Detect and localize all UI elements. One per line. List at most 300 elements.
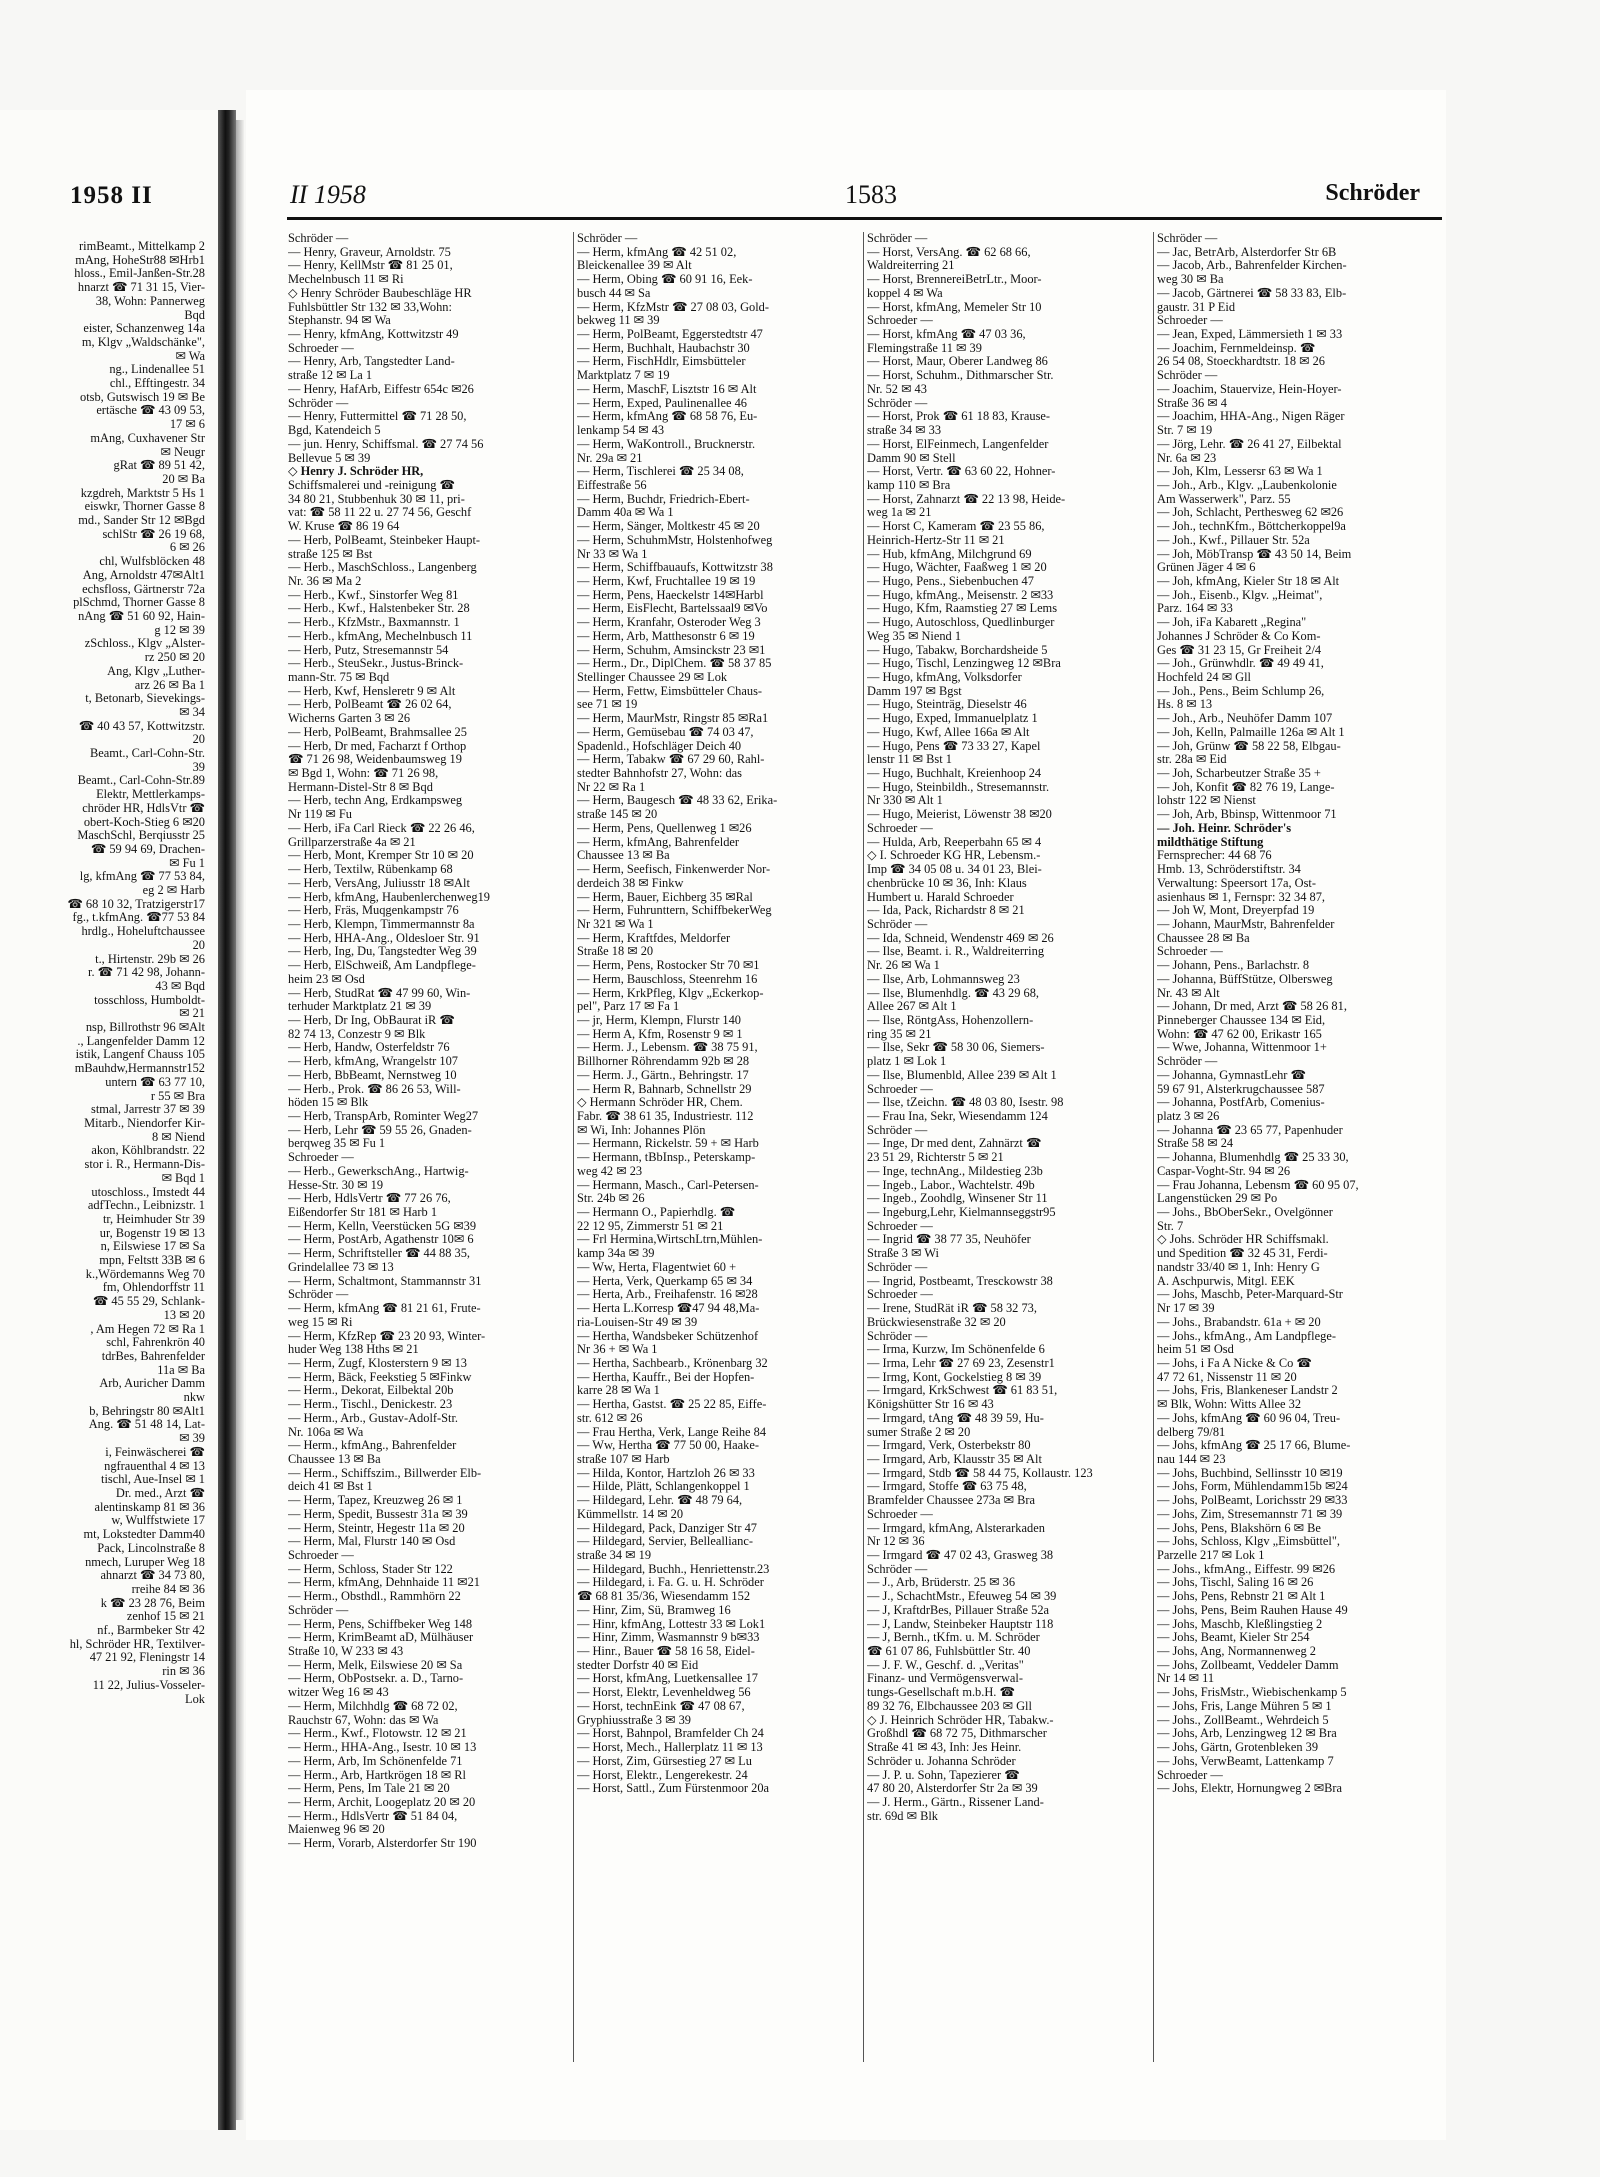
directory-entry-line: ✉ Bgd 1, Wohn: ☎ 71 26 98,	[288, 767, 439, 781]
directory-entry-line: — Herb., Prok. ☎ 86 26 53, Will-	[288, 1082, 461, 1096]
directory-entry-line: — Herm, Zugf, Klosterstern 9 ✉ 13	[288, 1356, 467, 1370]
directory-entry-line: Ang, Arnoldstr 47✉Alt1	[82, 568, 205, 582]
directory-entry-line: rimBeamt., Mittelkamp 2	[79, 240, 205, 253]
directory-entry-line: — Horst, kfmAng, Memeler Str 10	[867, 300, 1042, 314]
directory-entry-line: eister, Schanzenweg 14a	[83, 322, 205, 336]
directory-entry-line: Str. 24b ✉ 26	[577, 1192, 645, 1206]
directory-entry-line: — Johs., BbOberSekr., Ovelgönner	[1157, 1206, 1333, 1220]
directory-entry-line: — Irmg, Kont, Gockelstieg 8 ✉ 39	[867, 1370, 1042, 1384]
directory-entry-line: — Hilde, Plätt, Schlangenkoppel 1	[577, 1480, 750, 1494]
directory-entry-line: — Hildegard, Lehr. ☎ 48 79 64,	[577, 1494, 743, 1508]
directory-entry-line: Schröder —	[288, 232, 349, 245]
directory-entry-line: — Herm, Buchhalt, Haubachstr 30	[577, 341, 750, 355]
directory-entry-line: rreihe 84 ✉ 36	[131, 1582, 205, 1596]
directory-entry-line: — Herm., HHA-Ang., Isestr. 10 ✉ 13	[288, 1741, 477, 1755]
directory-entry-line: Schiffsmalerei und -reinigung ☎	[288, 478, 455, 492]
directory-entry-line: — Hermann, Masch., Carl-Petersen-	[577, 1178, 759, 1192]
directory-entry-line: — Joh, Klm, Lessersr 63 ✉ Wa 1	[1157, 465, 1323, 479]
directory-entry-line: weg 15 ✉ Ri	[288, 1315, 353, 1329]
directory-entry-line: — Herb., Kwf., Sinstorfer Weg 81	[288, 588, 459, 602]
left-page-column	[0, 240, 205, 1706]
directory-entry-line: — Herm, SchuhmMstr, Holstenhofweg	[577, 533, 773, 547]
directory-entry-line: — Herb, Putz, Stresemannstr 54	[288, 643, 449, 657]
directory-entry-line: str. 28a ✉ Eid	[1157, 753, 1227, 767]
directory-entry-line: — Johs., ZollBeamt., Wehrdeich 5	[1157, 1713, 1329, 1727]
directory-entry-line: ✉ 21	[179, 1007, 205, 1021]
directory-entry-line: untern ☎ 63 77 10,	[105, 1075, 205, 1089]
directory-entry-line: — Johs., Brabandstr. 61a + ✉ 20	[1157, 1315, 1321, 1329]
directory-entry-line: — Johs, i Fa A Nicke & Co ☎	[1157, 1356, 1312, 1370]
directory-entry-line: 47 21 92, Fleningstr 14	[89, 1651, 205, 1665]
directory-entry-line: Mitarb., Niendorfer Kir-	[84, 1117, 205, 1130]
directory-entry-line: zSchloss., Klgv „Alster-	[84, 637, 205, 651]
directory-entry-line: i, Feinwäscherei ☎	[105, 1445, 205, 1459]
directory-entry-line: — Joh., Arb., Neuhöfer Damm 107	[1157, 712, 1333, 726]
directory-entry-line: Hmb. 13, Schröderstiftstr. 34	[1157, 863, 1301, 877]
directory-entry-line: — Horst, BrennereiBetrLtr., Moor-	[867, 273, 1042, 287]
directory-entry-line: — jun. Henry, Schiffsmal. ☎ 27 74 56	[288, 437, 484, 451]
directory-entry-line: ◇ Johs. Schröder HR Schiffsmakl.	[1157, 1233, 1329, 1247]
directory-entry-line: — Joachim, Fernmeldeinsp. ☎	[1157, 341, 1316, 355]
directory-entry-line: — Joh., Pens., Beim Schlump 26,	[1157, 684, 1325, 698]
directory-entry-line: — Ingrid ☎ 38 77 35, Neuhöfer	[867, 1233, 1031, 1247]
directory-entry-line: istik, Langenf Chauss 105	[75, 1048, 205, 1062]
directory-entry-line: hrdlg., Hoheluftchaussee	[81, 925, 205, 939]
directory-entry-line: derdeich 38 ✉ Finkw	[577, 876, 684, 890]
directory-entry-line: m, Klgv „Waldschänke",	[81, 335, 205, 349]
directory-entry-line: MaschSchl, Berqiusstr 25	[77, 829, 205, 843]
directory-entry-line: — Ilse, RöntgAss, Hohenzollern-	[867, 1013, 1034, 1027]
directory-entry-line: Flemingstraße 11 ✉ 39	[867, 341, 982, 355]
directory-entry-line: W. Kruse ☎ 86 19 64	[288, 520, 400, 534]
directory-entry-line: Arb, Auricher Damm	[99, 1377, 205, 1391]
directory-entry-line: 43 ✉ Bqd	[155, 979, 205, 993]
directory-entry-line: — Hugo, kfmAng., Meisenstr. 2 ✉33	[867, 588, 1054, 602]
directory-entry-line: 82 74 13, Conzestr 9 ✉ Blk	[288, 1027, 426, 1041]
directory-entry-line: lenstr 11 ✉ Bst 1	[867, 753, 952, 767]
directory-entry-line: — Herb, Kwf, Hensleretr 9 ✉ Alt	[288, 684, 456, 698]
directory-entry-line: — Horst, Maur, Oberer Landweg 86	[867, 355, 1048, 369]
directory-entry-line: — Henry, Futtermittel ☎ 71 28 50,	[288, 410, 467, 424]
directory-entry-line: — Horst, Mech., Hallerplatz 11 ✉ 13	[577, 1741, 763, 1755]
directory-entry-line: ☎ 45 55 29, Schlank-	[92, 1295, 205, 1309]
directory-entry-line: w, Wulffstwiete 17	[111, 1514, 205, 1528]
directory-entry-line: — Irma, Lehr ☎ 27 69 23, Zesenstr1	[867, 1356, 1055, 1370]
directory-entry-line: — Herm A, Kfm, Rosenstr 9 ✉ 1	[577, 1027, 743, 1041]
directory-entry-line: — J, Bernh., tKfm. u. M. Schröder	[867, 1631, 1040, 1645]
directory-entry-line: — Horst, Vertr. ☎ 63 60 22, Hohner-	[867, 465, 1056, 479]
directory-entry-line: mBauhdw,Hermannstr152	[74, 1062, 205, 1076]
directory-entry-line: — Herb, Handw, Osterfeldstr 76	[288, 1041, 450, 1055]
directory-entry-line: Ges ☎ 31 23 15, Gr Freiheit 2/4	[1157, 643, 1322, 657]
directory-entry-line: Schroeder —	[867, 821, 933, 835]
directory-entry-line: Finanz- und Vermögensverwal-	[867, 1672, 1023, 1686]
directory-entry-line: — Horst, Elektr., Lengerekestr. 24	[577, 1768, 748, 1782]
directory-entry-line: Pack, Lincolnstraße 8	[97, 1541, 205, 1555]
directory-entry-line: Schroeder —	[288, 341, 354, 355]
directory-entry-line: stmal, Jarrestr 37 ✉ 39	[91, 1103, 205, 1117]
directory-entry-line: — Johanna, Blumenhdlg ☎ 25 33 30,	[1157, 1151, 1349, 1165]
directory-entry-line: — Hugo, Wächter, Faaßweg 1 ✉ 20	[867, 561, 1047, 575]
directory-entry-line: — Johs, Maschb, Peter-Marquard-Str	[1157, 1288, 1343, 1302]
directory-entry-line: Bramfelder Chaussee 273a ✉ Bra	[867, 1494, 1035, 1508]
directory-entry-line: — Jacob, Gärtnerei ☎ 58 33 83, Elb-	[1157, 286, 1347, 300]
directory-entry-line: — Hildegard, Buchh., Henriettenstr.23	[577, 1562, 770, 1576]
directory-entry-line: — Herm, KrimBeamt aD, Mülhäuser	[288, 1631, 474, 1645]
directory-entry-line: — Herm, Arb, Im Schönenfelde 71	[288, 1754, 463, 1768]
directory-entry-line: 11 22, Julius-Vosseler-	[92, 1678, 205, 1692]
directory-entry-line: A. Aschpurwis, Mitgl. EEK	[1157, 1274, 1295, 1288]
directory-entry-line: — Johs, Ang, Normannenweg 2	[1157, 1645, 1316, 1659]
directory-entry-line: hl, Schröder HR, Textilver-	[69, 1637, 205, 1651]
directory-entry-line: Schröder —	[288, 1603, 349, 1617]
directory-entry-line: Lok	[185, 1692, 205, 1706]
directory-entry-line: — Johs, Arb, Lenzingweg 12 ✉ Bra	[1157, 1727, 1337, 1741]
directory-entry-line: — Johs, Tischl, Saling 16 ✉ 26	[1157, 1576, 1314, 1590]
directory-entry-line: — Joh, Konfit ☎ 82 76 19, Lange-	[1157, 780, 1335, 794]
directory-entry-line: Nr 17 ✉ 39	[1157, 1302, 1215, 1316]
book-gutter-shadow	[236, 120, 244, 2120]
directory-entry-line: — Herta L.Korresp ☎47 94 48,Ma-	[577, 1302, 760, 1316]
directory-entry-line: ✉ Bqd 1	[161, 1171, 205, 1185]
directory-entry-line: straße 34 ✉ 33	[867, 424, 942, 438]
directory-entry-line: — Herm., HdlsVertr ☎ 51 84 04,	[288, 1809, 458, 1823]
directory-entry-line: Weg 35 ✉ Niend 1	[867, 629, 962, 643]
directory-entry-line: 6 ✉ 26	[169, 541, 205, 555]
directory-entry-line: — Herb, Dr Ing, ObBaurat iR ☎	[288, 1013, 455, 1027]
directory-entry-line: straße 12 ✉ La 1	[288, 369, 373, 383]
directory-entry-line: nau 144 ✉ 23	[1157, 1452, 1226, 1466]
directory-entry-line: — Hugo, Buchhalt, Kreienhoop 24	[867, 767, 1042, 781]
directory-entry-line: gRat ☎ 89 51 42,	[113, 459, 205, 473]
directory-entry-line: — Herm R, Bahnarb, Schnellstr 29	[577, 1082, 752, 1096]
directory-entry-line: Billhorner Röhrendamm 92b ✉ 28	[577, 1055, 750, 1069]
directory-entry-line: Kümmellstr. 14 ✉ 20	[577, 1507, 684, 1521]
directory-entry-line: — Herb, Dr med, Facharzt f Orthop	[288, 739, 467, 753]
directory-entry-line: — Herb, HdlsVertr ☎ 77 26 76,	[288, 1192, 451, 1206]
directory-entry-line: — Horst, Schuhm., Dithmarscher Str.	[867, 369, 1054, 383]
directory-entry-line: weg 30 ✉ Ba	[1157, 273, 1224, 287]
directory-entry-line: Elektr, Mettlerkamps-	[96, 788, 205, 802]
directory-entry-line: ria-Louisen-Str 49 ✉ 39	[577, 1315, 698, 1329]
directory-entry-line: nf., Barmbeker Str 42	[97, 1624, 205, 1638]
directory-entry-line: 22 12 95, Zimmerstr 51 ✉ 21	[577, 1219, 724, 1233]
directory-entry-line: — Joh. Heinr. Schröder's	[1157, 821, 1292, 835]
directory-entry-line: — Ww, Herta, Flagentwiet 60 +	[577, 1260, 737, 1274]
directory-entry-line: chl, Wulfsblöcken 48	[99, 555, 205, 569]
directory-entry-line: — Herm, Tischlerei ☎ 25 34 08,	[577, 465, 744, 479]
directory-entry-line: lg, kfmAng ☎ 77 53 84,	[79, 870, 205, 884]
directory-entry-line: — Herb, PolBeamt, Brahmsallee 25	[288, 725, 467, 739]
directory-entry-line: — Herb, HHA-Ang., Oldesloer Str. 91	[288, 931, 480, 945]
directory-entry-line: — Herm, MaurMstr, Ringstr 85 ✉Ra1	[577, 712, 769, 726]
directory-entry-line: Str. 7 ✉ 19	[1157, 424, 1213, 438]
directory-entry-line: Damm 90 ✉ Stell	[867, 451, 956, 465]
directory-entry-line: — Herm, Pens, Haeckelstr 14✉Harbl	[577, 588, 764, 602]
directory-entry-line: — Herm. J., Gärtn., Behringstr. 17	[577, 1068, 749, 1082]
directory-entry-line: ☎ 71 26 98, Weidenbaumsweg 19	[288, 753, 462, 767]
directory-entry-line: — Hinr, Zimm, Wasmannstr 9 b✉33	[577, 1631, 760, 1645]
directory-entry-line: — Johann, Dr med, Arzt ☎ 58 26 81,	[1157, 1000, 1347, 1014]
directory-entry-line: — Herm, Kelln, Veerstücken 5G ✉39	[288, 1219, 477, 1233]
directory-entry-line: — Ww, Hertha ☎ 77 50 00, Haake-	[577, 1439, 759, 1453]
directory-entry-line: — Joh, Scharbeutzer Straße 35 +	[1157, 767, 1321, 781]
directory-entry-line: Schroeder —	[1157, 1768, 1223, 1782]
directory-entry-line: — Hub, kfmAng, Milchgrund 69	[867, 547, 1032, 561]
directory-entry-line: — Hugo, Pens ☎ 73 33 27, Kapel	[867, 739, 1041, 753]
directory-entry-line: — Johs, FrisMstr., Wiebischenkamp 5	[1157, 1686, 1347, 1700]
directory-entry-line: — Johs, Schloss, Klgv „Eimsbüttel",	[1157, 1535, 1341, 1549]
directory-entry-line: — Joachim, Stauervize, Hein-Hoyer-	[1157, 382, 1342, 396]
directory-entry-line: — Herm, Sänger, Moltkestr 45 ✉ 20	[577, 520, 760, 534]
directory-entry-line: Chaussee 28 ✉ Ba	[1157, 931, 1250, 945]
directory-entry-line: — Johanna, GymnastLehr ☎	[1157, 1068, 1306, 1082]
directory-entry-line: Nr 22 ✉ Ra 1	[577, 780, 646, 794]
directory-entry-line: — Johs, Beamt, Kieler Str 254	[1157, 1631, 1310, 1645]
directory-entry-line: — Irmgard, Arb, Klausstr 35 ✉ Alt	[867, 1452, 1042, 1466]
directory-entry-line: — Herm, Schriftsteller ☎ 44 88 35,	[288, 1247, 470, 1261]
directory-entry-line: — Horst, ElFeinmech, Langenfelder	[867, 437, 1049, 451]
directory-entry-line: Beamt., Carl-Cohn-Str.89	[77, 774, 205, 788]
directory-entry-line: — Herm, FischHdlr, Eimsbütteler	[577, 355, 746, 369]
directory-entry-line: eg 2 ✉ Harb	[142, 884, 205, 898]
directory-entry-line: — Herm, Pens, Schiffbeker Weg 148	[288, 1617, 473, 1631]
directory-entry-line: — Joh, iFa Kabarett „Regina"	[1157, 616, 1307, 630]
directory-entry-line: — Henry, kfmAng, Kottwitzstr 49	[288, 328, 459, 342]
directory-entry-line: — Johs, Pens, Blakshörn 6 ✉ Be	[1157, 1521, 1321, 1535]
directory-entry-line: — Herm, Exped, Paulinenallee 46	[577, 396, 747, 410]
column-divider	[573, 232, 574, 2062]
directory-entry-line: — Herb, TranspArb, Rominter Weg27	[288, 1110, 479, 1123]
directory-entry-line: — Herm, Bauschloss, Steenrehm 16	[577, 972, 758, 986]
directory-entry-line: Nr. 43 ✉ Alt	[1157, 986, 1220, 1000]
directory-entry-line: mAng, HoheStr88 ✉Hrb1	[75, 253, 205, 267]
directory-entry-line: delberg 79/81	[1157, 1425, 1226, 1439]
directory-entry-line: — Herm., Kwf., Flotowstr. 12 ✉ 21	[288, 1727, 467, 1741]
directory-entry-line: tischl, Aue-Insel ✉ 1	[101, 1473, 205, 1487]
directory-entry-line: — Johanna, PostfArb, Comenius-	[1157, 1096, 1325, 1110]
directory-entry-line: Schröder —	[1157, 1055, 1218, 1069]
directory-entry-line: — Hugo, Kfm, Raamstieg 27 ✉ Lems	[867, 602, 1058, 616]
directory-entry-line: lohstr 122 ✉ Nienst	[1157, 794, 1256, 808]
directory-entry-line: — Herm, PostArb, Agathenstr 10✉ 6	[288, 1233, 474, 1247]
directory-entry-line: — Johs, Fris, Blankeneser Landstr 2	[1157, 1384, 1338, 1398]
directory-entry-line: nandstr 33/40 ✉ 1, Inh: Henry G	[1157, 1260, 1320, 1274]
directory-entry-line: Straße 18 ✉ 20	[577, 945, 654, 959]
directory-entry-line: — Herm, Melk, Eilswiese 20 ✉ Sa	[288, 1658, 463, 1672]
directory-entry-line: — Hinr, Zim, Sü, Bramweg 16	[577, 1603, 731, 1617]
directory-entry-line: — Herm, MaschF, Lisztstr 16 ✉ Alt	[577, 382, 757, 396]
directory-entry-line: — Horst C, Kameram ☎ 23 55 86,	[867, 520, 1045, 534]
directory-entry-line: ring 35 ✉ 21	[867, 1027, 932, 1041]
directory-entry-line: zenhof 15 ✉ 21	[126, 1610, 205, 1624]
directory-entry-line: — Hugo, kfmAng, Volksdorfer	[867, 671, 1022, 684]
directory-entry-line: Straße 36 ✉ 4	[1157, 396, 1227, 410]
directory-entry-line: 17 ✉ 6	[169, 418, 205, 432]
directory-entry-line: ◇ I. Schroeder KG HR, Lebensm.-	[867, 849, 1041, 863]
directory-entry-line: ☎ 59 94 69, Drachen-	[90, 842, 205, 856]
directory-entry-line: Nr 12 ✉ 36	[867, 1535, 925, 1549]
directory-entry-line: Chaussee 13 ✉ Ba	[288, 1452, 381, 1466]
directory-entry-line: Bgd, Katendeich 5	[288, 424, 381, 438]
directory-entry-line: — Herm, Tabakw ☎ 67 29 60, Rahl-	[577, 753, 765, 767]
directory-entry-line: b, Behringstr 80 ✉Alt1	[89, 1404, 205, 1418]
directory-entry-line: Nr. 106a ✉ Wa	[288, 1425, 364, 1439]
directory-entry-line: Spadenld., Hofschläger Deich 40	[577, 739, 742, 753]
directory-entry-line: — Joh., technKfm., Böttcherkoppel9a	[1157, 520, 1346, 534]
directory-entry-line: — Herb, Fräs, Muqgenkampstr 76	[288, 904, 459, 918]
directory-entry-line: — Ilse, tZeichn. ☎ 48 03 80, Isestr. 98	[867, 1096, 1064, 1110]
directory-entry-line: — Wwe, Johanna, Wittenmoor 1+	[1157, 1041, 1327, 1055]
directory-entry-line: — Herm, Arb, Matthesonstr 6 ✉ 19	[577, 629, 755, 643]
directory-entry-line: hnarzt ☎ 71 31 15, Vier-	[77, 281, 205, 295]
book-gutter	[218, 110, 236, 2130]
directory-entry-line: Hermann-Distel-Str 8 ✉ Bqd	[288, 780, 433, 794]
directory-entry-line: n, Eilswiese 17 ✉ Sa	[100, 1240, 205, 1254]
directory-entry-line: Eiffestraße 56	[577, 478, 647, 492]
directory-entry-line: — Hugo, Steinträg, Dieselstr 46	[867, 698, 1027, 712]
directory-entry-line: — Hugo, Kwf, Allee 166a ✉ Alt	[867, 725, 1030, 739]
directory-entry-line: ☎ 61 07 86, Fuhlsbüttler Str. 40	[867, 1645, 1031, 1659]
directory-entry-line: Schroeder —	[1157, 945, 1223, 959]
directory-entry-line: — Ingeb., Zoohdlg, Winsener Str 11	[867, 1192, 1048, 1206]
directory-entry-line: — J, Landw, Steinbeker Hauptstr 118	[867, 1617, 1054, 1631]
directory-entry-line: — Frl Hermina,WirtschLtrn,Mühlen-	[577, 1233, 763, 1247]
directory-entry-line: — Ilse, Blumenbld, Allee 239 ✉ Alt 1	[867, 1068, 1057, 1082]
directory-entry-line: straße 125 ✉ Bst	[288, 547, 373, 561]
directory-entry-line: terhuder Marktplatz 21 ✉ 39	[288, 1000, 432, 1014]
directory-entry-line: Chaussee 13 ✉ Ba	[577, 849, 670, 863]
directory-entry-line: t., Hirtenstr. 29b ✉ 26	[95, 952, 205, 966]
directory-entry-line: nAng ☎ 51 60 92, Hain-	[78, 609, 205, 623]
directory-entry-line: — Frau Ina, Sekr, Wiesendamm 124	[867, 1110, 1048, 1123]
directory-entry-line: Hs. 8 ✉ 13	[1157, 698, 1213, 712]
directory-entry-line: — Herm, Obing ☎ 60 91 16, Eek-	[577, 273, 753, 287]
directory-entry-line: — Hugo, Exped, Immanuelplatz 1	[867, 712, 1038, 726]
directory-entry-line: Fernsprecher: 44 68 76	[1157, 849, 1272, 863]
directory-entry-line: g 12 ✉ 39	[154, 623, 205, 637]
directory-entry-line: — Hertha, Sachbearb., Krönenbarg 32	[577, 1356, 768, 1370]
directory-entry-line: Pinneberger Chaussee 134 ✉ Eid,	[1157, 1013, 1326, 1027]
directory-entry-line: — Herm., Dekorat, Eilbektal 20b	[288, 1384, 454, 1398]
directory-entry-line: platz 1 ✉ Lok 1	[867, 1055, 947, 1069]
directory-column-3	[867, 232, 1135, 1823]
directory-entry-line: Straße 41 ✉ 43, Inh: Jes Heinr.	[867, 1741, 1022, 1755]
directory-entry-line: — Ilse, Arb, Lohmannsweg 23	[867, 972, 1020, 986]
directory-entry-line: — Horst, Prok ☎ 61 18 83, Krause-	[867, 410, 1051, 424]
directory-entry-line: ✉ 39	[179, 1432, 205, 1446]
directory-entry-line: Beamt., Carl-Cohn-Str.	[90, 747, 205, 761]
directory-entry-line: stedter Dorfstr 40 ✉ Eid	[577, 1658, 699, 1672]
directory-entry-line: — Hermann, tBbInsp., Peterskamp-	[577, 1151, 756, 1165]
directory-entry-line: Wohn: ☎ 47 62 00, Erikastr 165	[1157, 1027, 1322, 1041]
directory-entry-line: — Hugo, Autoschloss, Quedlinburger	[867, 616, 1055, 630]
directory-entry-line: ◇ Henry Schröder Baubeschläge HR	[288, 286, 472, 300]
directory-entry-line: Schroeder —	[867, 1288, 933, 1302]
directory-entry-line: — Johs, Gärtn, Grotenbleken 39	[1157, 1741, 1319, 1755]
directory-entry-line: tosschloss, Humboldt-	[94, 993, 205, 1007]
directory-entry-line: busch 44 ✉ Sa	[577, 286, 651, 300]
directory-entry-line: — Herm, PolBeamt, Eggerstedtstr 47	[577, 328, 763, 342]
directory-entry-line: — Herm, Steintr, Hegestr 11a ✉ 20	[288, 1521, 465, 1535]
directory-entry-line: — Herta, Verk, Querkamp 65 ✉ 34	[577, 1274, 753, 1288]
directory-entry-line: fg., t.kfmAng. ☎77 53 84	[72, 911, 205, 925]
directory-entry-line: — Joh., Grünwhdlr. ☎ 49 49 41,	[1157, 657, 1324, 671]
directory-entry-line: t, Betonarb, Sievekings-	[85, 692, 205, 706]
directory-entry-line: — Herb, iFa Carl Rieck ☎ 22 26 46,	[288, 821, 475, 835]
directory-entry-line: — Hinr, kfmAng, Lottestr 33 ✉ Lok1	[577, 1617, 766, 1631]
directory-entry-line: ., Langenfelder Damm 12	[77, 1034, 205, 1048]
directory-entry-line: Schröder —	[288, 1288, 349, 1302]
directory-entry-line: k.,Wördemanns Weg 70	[85, 1267, 205, 1281]
directory-entry-line: Verwaltung: Speersort 17a, Ost-	[1157, 876, 1316, 890]
directory-entry-line: ahnarzt ☎ 34 73 80,	[100, 1569, 205, 1583]
directory-entry-line: nmech, Luruper Weg 18	[85, 1555, 205, 1569]
directory-entry-line: Schroeder —	[867, 314, 933, 328]
directory-entry-line: — Hildegard, i. Fa. G. u. H. Schröder	[577, 1576, 764, 1590]
directory-entry-line: Schröder —	[867, 1123, 928, 1137]
directory-entry-line: — Herb., KfzMstr., Baxmannstr. 1	[288, 616, 460, 630]
directory-entry-line: — Herb, BbBeamt, Nernstweg 10	[288, 1068, 457, 1082]
directory-entry-line: — Ilse, Beamt. i. R., Waldreiterring	[867, 945, 1045, 959]
directory-entry-line: — Irene, StudRät iR ☎ 58 32 73,	[867, 1302, 1037, 1316]
directory-entry-line: — Horst, VersAng. ☎ 62 68 66,	[867, 245, 1031, 259]
directory-entry-line: — Herm, Schuhm, Amsinckstr 23 ✉1	[577, 643, 766, 657]
directory-entry-line: — Herta, Arb., Freihafenstr. 16 ✉28	[577, 1288, 758, 1302]
column-divider	[1153, 232, 1154, 2062]
directory-entry-line: — J., Arb, Brüderstr. 25 ✉ 36	[867, 1576, 1016, 1590]
directory-entry-line: Nr 330 ✉ Alt 1	[867, 794, 943, 808]
directory-entry-line: — Jörg, Lehr. ☎ 26 41 27, Eilbektal	[1157, 437, 1342, 451]
directory-entry-line: — Irmgard, Verk, Osterbekstr 80	[867, 1439, 1031, 1453]
directory-entry-line: ✉ Blk, Wohn: Witts Allee 32	[1157, 1398, 1302, 1412]
directory-entry-line: Königshütter Str 16 ✉ 43	[867, 1398, 994, 1412]
directory-entry-line: — Hugo, Meierist, Löwenstr 38 ✉20	[867, 808, 1052, 822]
directory-entry-line: heim 51 ✉ Osd	[1157, 1343, 1234, 1357]
directory-entry-line: — Herb, Lehr ☎ 59 55 26, Gnaden-	[288, 1123, 472, 1137]
directory-entry-line: 38, Wohn: Pannerweg	[95, 294, 205, 308]
directory-entry-line: obert-Koch-Stieg 6 ✉20	[83, 815, 205, 829]
directory-entry-line: — Ida, Schneid, Wendenstr 469 ✉ 26	[867, 931, 1054, 945]
directory-entry-line: — Herm. J., Lebensm. ☎ 38 75 91,	[577, 1041, 758, 1055]
directory-entry-line: 8 ✉ Niend	[151, 1130, 205, 1144]
directory-entry-line: — Joh W, Mont, Dreyerpfad 19	[1157, 904, 1315, 918]
directory-entry-line: — Herm, kfmAng, Dehnhaide 11 ✉21	[288, 1576, 480, 1590]
directory-entry-line: Schröder —	[867, 396, 928, 410]
directory-entry-line: Nr 33 ✉ Wa 1	[577, 547, 648, 561]
directory-entry-line: — Horst, Bahnpol, Bramfelder Ch 24	[577, 1727, 764, 1741]
directory-entry-line: Straße 10, W 233 ✉ 43	[288, 1645, 404, 1659]
directory-entry-line: tungs-Gesellschaft m.b.H. ☎	[867, 1686, 1015, 1700]
directory-entry-line: — Johs, kfmAng ☎ 25 17 66, Blume-	[1157, 1439, 1351, 1453]
directory-entry-line: ◇ J. Heinrich Schröder HR, Tabakw.-	[867, 1713, 1054, 1727]
directory-entry-line: — Hulda, Arb, Reeperbahn 65 ✉ 4	[867, 835, 1042, 849]
directory-entry-line: — Horst, technEink ☎ 47 08 67,	[577, 1699, 745, 1713]
directory-entry-line: Dr. med., Arzt ☎	[115, 1486, 205, 1500]
directory-entry-line: 59 67 91, Alsterkrugchaussee 587	[1157, 1082, 1325, 1096]
directory-entry-line: Johannes J Schröder & Co Kom-	[1157, 629, 1321, 643]
directory-entry-line: — Irmgard ☎ 47 02 43, Grasweg 38	[867, 1549, 1054, 1562]
directory-entry-line: — Herb., GewerkschAng., Hartwig-	[288, 1164, 469, 1178]
page-year: II 1958	[290, 180, 366, 209]
directory-entry-line: nsp, Billrothstr 96 ✉Alt	[85, 1021, 205, 1035]
directory-column-4	[1157, 232, 1425, 1796]
directory-entry-line: Stephanstr. 94 ✉ Wa	[288, 314, 391, 328]
directory-entry-line: — Herm, Pens, Quellenweg 1 ✉26	[577, 821, 752, 835]
directory-entry-line: — Henry, Graveur, Arnoldstr. 75	[288, 245, 451, 259]
directory-entry-line: schl, Fahrenkrön 40	[106, 1336, 205, 1350]
directory-entry-line: — Hermann O., Papierhdlg. ☎	[577, 1206, 736, 1220]
